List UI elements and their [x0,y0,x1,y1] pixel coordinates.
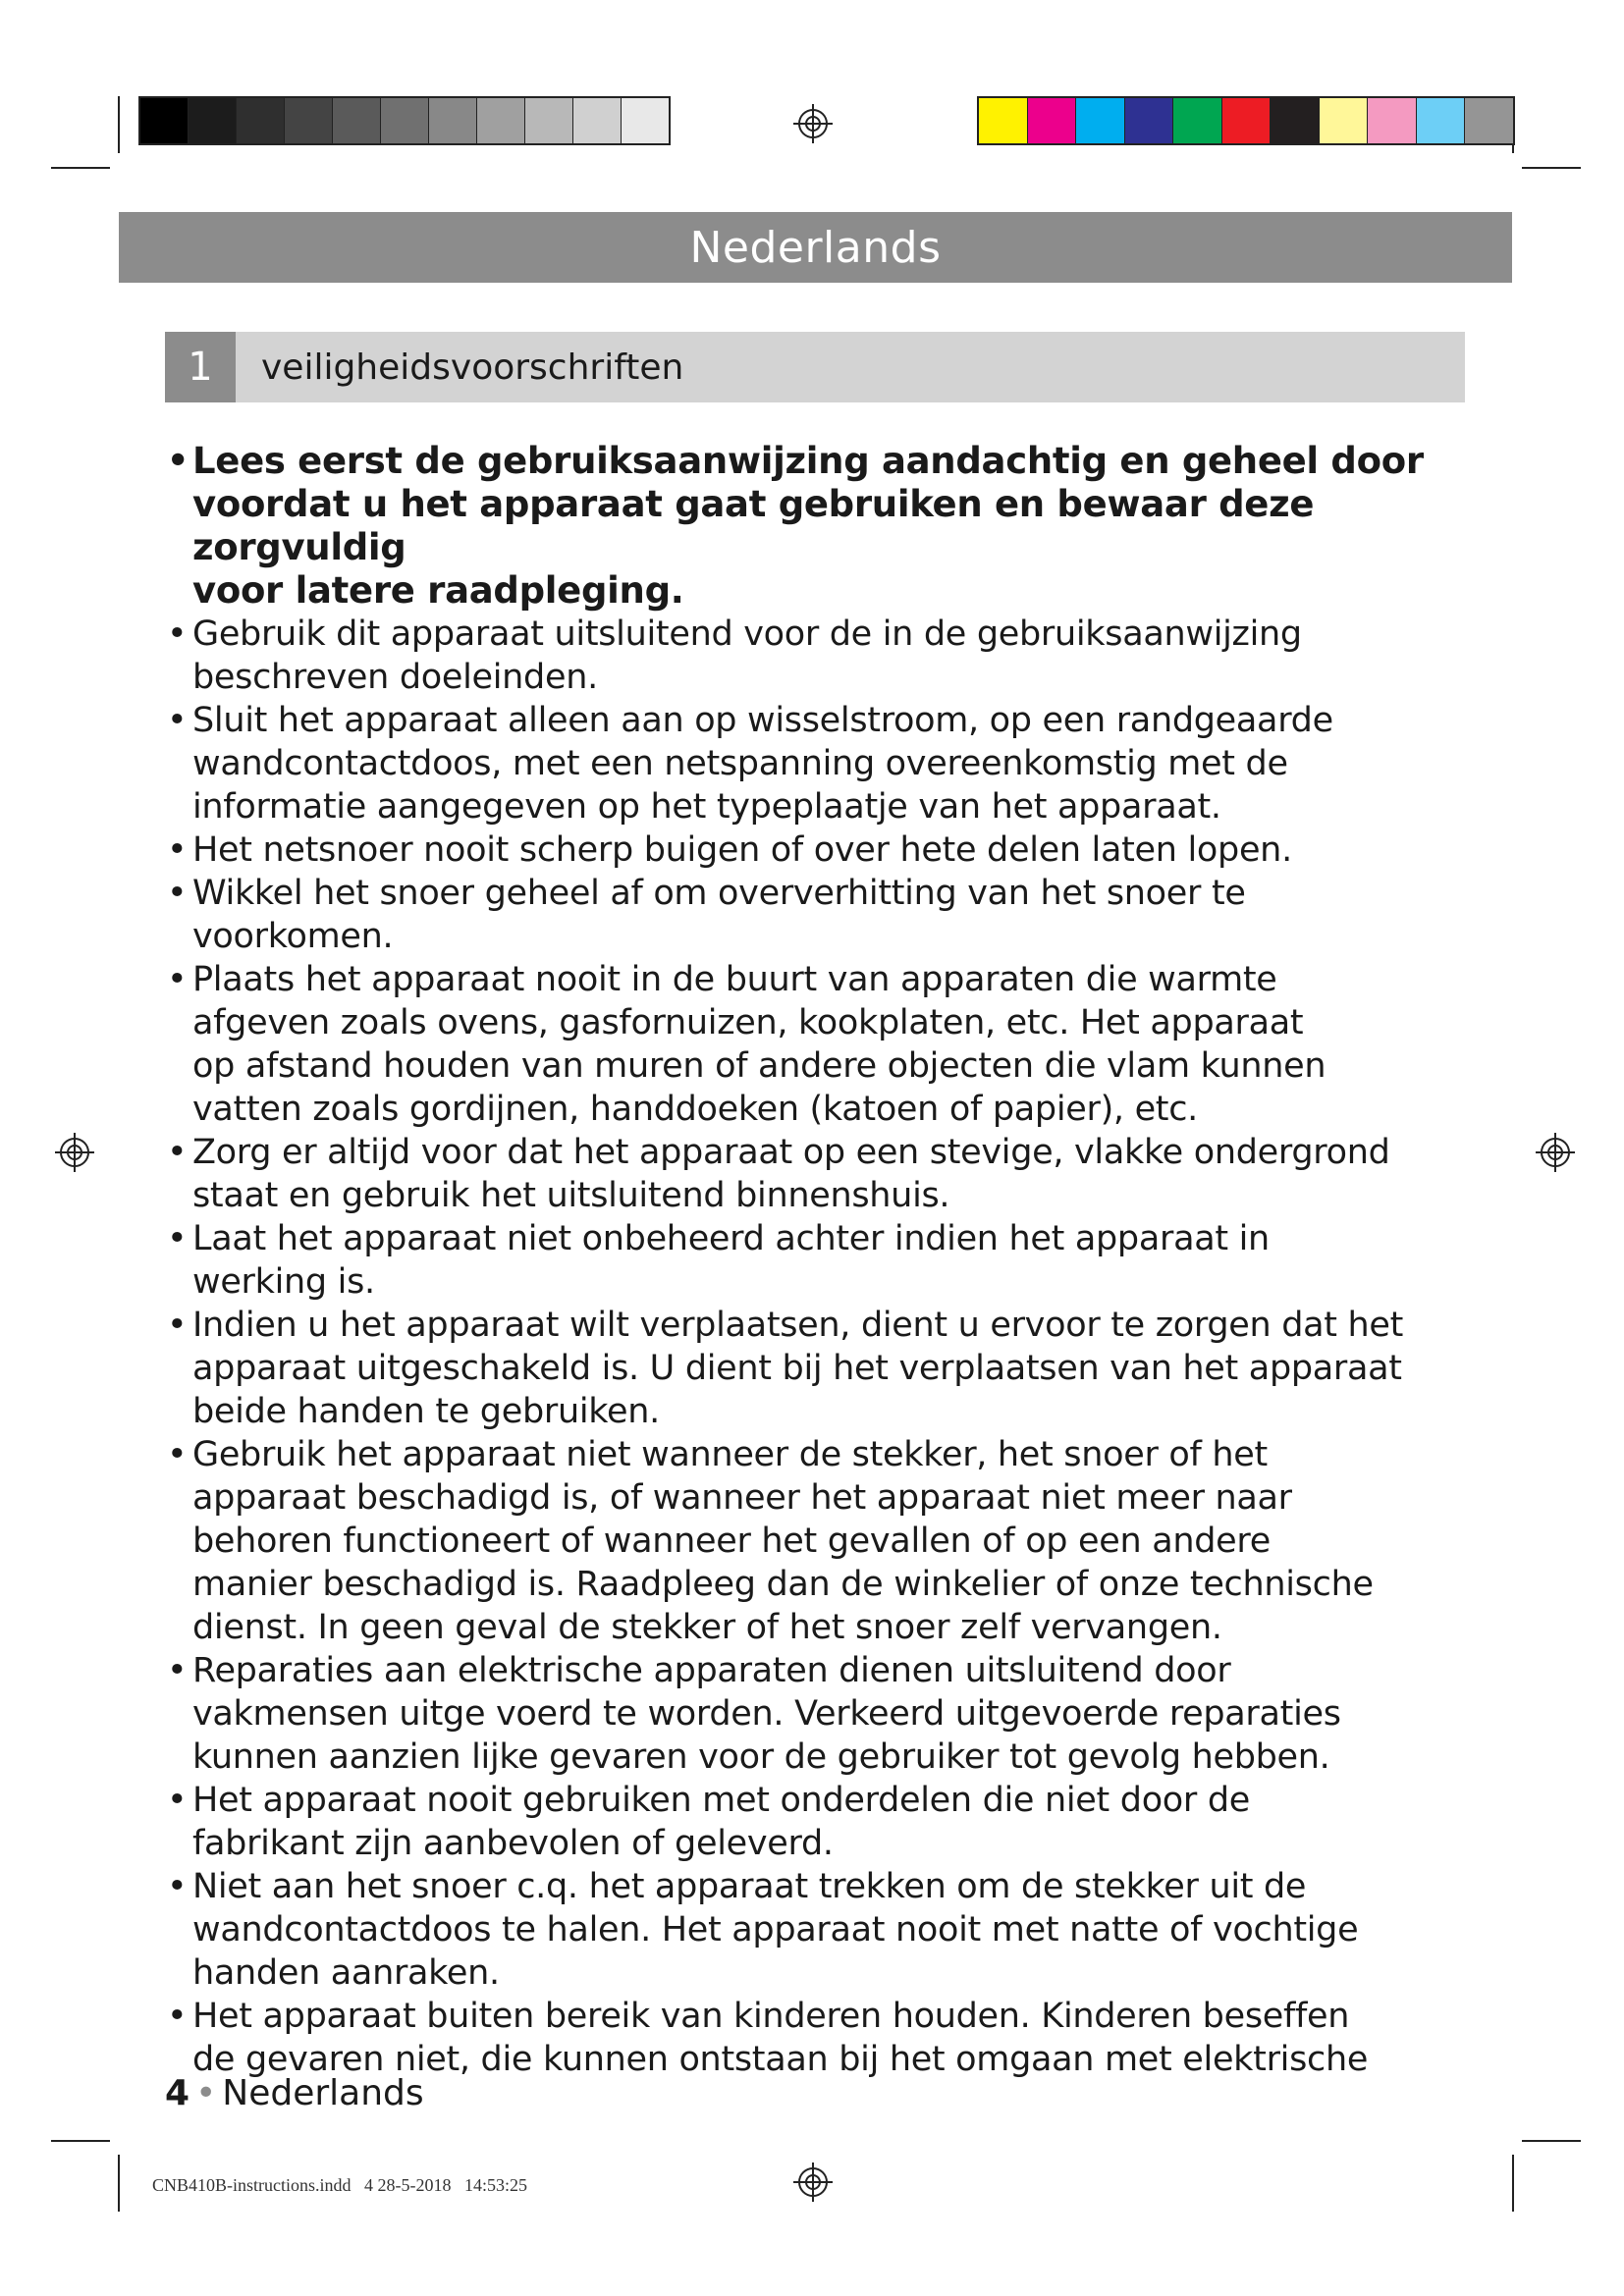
bullet-dot: • [167,1651,188,1690]
color-swatch [1076,98,1125,143]
list-item-line: de gevaren niet, die kunnen ontstaan bij het omgaan met elektrische [192,2040,1369,2079]
bullet-dot: • [167,1867,188,1906]
list-item [165,613,1481,699]
color-swatch [525,98,573,143]
color-swatch [1368,98,1417,143]
list-item [165,1865,1481,1995]
list-item-line: Wikkel het snoer geheel af om oververhitting van het snoer te [192,874,1246,913]
list-item [165,828,1481,872]
list-item-line: Lees eerst de gebruiksaanwijzing aandachtig en geheel door [192,440,1424,482]
section-title: veiligheidsvoorschriften [261,347,684,388]
crop-mark-bottom-left-vertical [118,2155,120,2212]
color-swatch [477,98,525,143]
color-swatch [979,98,1028,143]
list-item-line: Plaats het apparaat nooit in de buurt van apparaten die warmte [192,960,1277,999]
color-swatch [140,98,189,143]
language-header-label: Nederlands [689,222,942,273]
crop-mark-top-left-horizontal [51,167,110,169]
bullet-dot: • [167,1435,188,1474]
list-item [165,1217,1481,1304]
list-item-line: beide handen te gebruiken. [192,1392,660,1431]
bullet-dot: • [167,874,188,913]
color-swatch [1028,98,1077,143]
footer-language: Nederlands [222,2073,424,2113]
list-item-line: Het apparaat nooit gebruiken met onderdelen die niet door de [192,1781,1250,1820]
bullet-dot: • [167,1133,188,1172]
list-item-line: Het apparaat buiten bereik van kinderen houden. Kinderen beseffen [192,1997,1350,2036]
list-item-line: op afstand houden van muren of andere objecten die vlam kunnen [192,1046,1326,1086]
bullet-dot: • [167,1781,188,1820]
color-swatch [1125,98,1174,143]
footer-separator: • [195,2073,217,2113]
color-swatch [285,98,333,143]
list-item-line: staat en gebruik het uitsluitend binnenshuis. [192,1176,950,1215]
registration-mark-icon [793,104,833,143]
color-swatch [429,98,477,143]
list-item-line: vakmensen uitge voerd te worden. Verkeerd uitgevoerde reparaties [192,1694,1341,1734]
list-item-line: behoren functioneert of wanneer het gevallen of op een andere [192,1522,1271,1561]
color-swatch [1222,98,1272,143]
color-swatch [1320,98,1369,143]
list-item-line: informatie aangegeven op het typeplaatje van het apparaat. [192,787,1221,827]
color-swatch [1271,98,1320,143]
color-swatch [333,98,381,143]
registration-mark-icon [793,2163,833,2202]
section-number: 1 [165,332,236,402]
language-header [119,212,1512,283]
list-item-line: Zorg er altijd voor dat het apparaat op een stevige, vlakke ondergrond [192,1133,1390,1172]
list-item-line: kunnen aanzien lijke gevaren voor de gebruiker tot gevolg hebben. [192,1737,1330,1777]
registration-mark-icon [55,1133,94,1172]
list-item [165,1995,1481,2081]
bullet-dot: • [167,960,188,999]
color-swatch [237,98,285,143]
list-item-line: vatten zoals gordijnen, handdoeken (katoen of papier), etc. [192,1090,1198,1129]
list-item-line: Het netsnoer nooit scherp buigen of over hete delen laten lopen. [192,830,1292,870]
bullet-dot: • [167,442,189,481]
list-item [165,1433,1481,1649]
crop-mark-bottom-right-vertical [1512,2155,1514,2212]
list-item [165,1131,1481,1217]
gray-calibration-bar [138,96,671,145]
list-item [165,699,1481,828]
crop-mark-top-left-vertical [118,96,120,153]
bullet-dot: • [167,701,188,740]
list-item-line: afgeven zoals ovens, gasfornuizen, kookplaten, etc. Het apparaat [192,1003,1304,1042]
bullet-dot: • [167,1306,188,1345]
list-item [165,1649,1481,1779]
list-item-line: voorkomen. [192,917,394,956]
safety-instructions-list [165,440,1481,2081]
list-item [165,1779,1481,1865]
list-item-line: Sluit het apparaat alleen aan op wisselstroom, op een randgeaarde [192,701,1333,740]
list-item-line: dienst. In geen geval de stekker of het snoer zelf vervangen. [192,1608,1222,1647]
list-item [165,872,1481,958]
page-number: 4 [165,2073,190,2113]
list-item-line: Gebruik het apparaat niet wanneer de stekker, het snoer of het [192,1435,1268,1474]
color-calibration-bar [977,96,1515,145]
list-item-line: apparaat beschadigd is, of wanneer het apparaat niet meer naar [192,1478,1292,1518]
list-item-line: voor latere raadpleging. [192,569,684,612]
list-item-line: beschreven doeleinden. [192,658,598,697]
color-swatch [1465,98,1513,143]
bullet-dot: • [167,1997,188,2036]
list-item-line: handen aanraken. [192,1953,500,1993]
list-item [165,1304,1481,1433]
list-item-line: apparaat uitgeschakeld is. U dient bij het verplaatsen van het apparaat [192,1349,1402,1388]
list-item-line: Laat het apparaat niet onbeheerd achter indien het apparaat in [192,1219,1270,1258]
color-swatch [1173,98,1222,143]
list-item-line: Reparaties aan elektrische apparaten dienen uitsluitend door [192,1651,1231,1690]
list-item-line: fabrikant zijn aanbevolen of geleverd. [192,1824,834,1863]
page-footer [165,2073,424,2113]
list-item-line: manier beschadigd is. Raadpleeg dan de winkelier of onze technische [192,1565,1374,1604]
list-item-line: Gebruik dit apparaat uitsluitend voor de in de gebruiksaanwijzing [192,614,1302,654]
list-item-line: wandcontactdoos te halen. Het apparaat nooit met natte of vochtige [192,1910,1359,1949]
crop-mark-bottom-right-horizontal [1522,2140,1581,2142]
list-item [165,440,1481,613]
list-item-line: wandcontactdoos, met een netspanning overeenkomstig met de [192,744,1288,783]
list-item-line: Indien u het apparaat wilt verplaatsen, dient u ervoor te zorgen dat het [192,1306,1404,1345]
color-swatch [381,98,429,143]
registration-mark-icon [1536,1133,1575,1172]
color-swatch [1417,98,1466,143]
print-file-info: CNB410B-instructions.indd 4 28-5-2018 14:53:25 [152,2175,527,2195]
bullet-dot: • [167,830,188,870]
list-item-line: werking is. [192,1262,375,1302]
list-item-line: Niet aan het snoer c.q. het apparaat trekken om de stekker uit de [192,1867,1307,1906]
bullet-dot: • [167,614,188,654]
color-swatch [189,98,237,143]
section-heading [165,332,1465,402]
crop-mark-bottom-left-horizontal [51,2140,110,2142]
color-swatch [573,98,622,143]
color-swatch [622,98,669,143]
crop-mark-top-right-horizontal [1522,167,1581,169]
list-item-line: voordat u het apparaat gaat gebruiken en bewaar deze zorgvuldig [192,483,1315,568]
bullet-dot: • [167,1219,188,1258]
list-item [165,958,1481,1131]
